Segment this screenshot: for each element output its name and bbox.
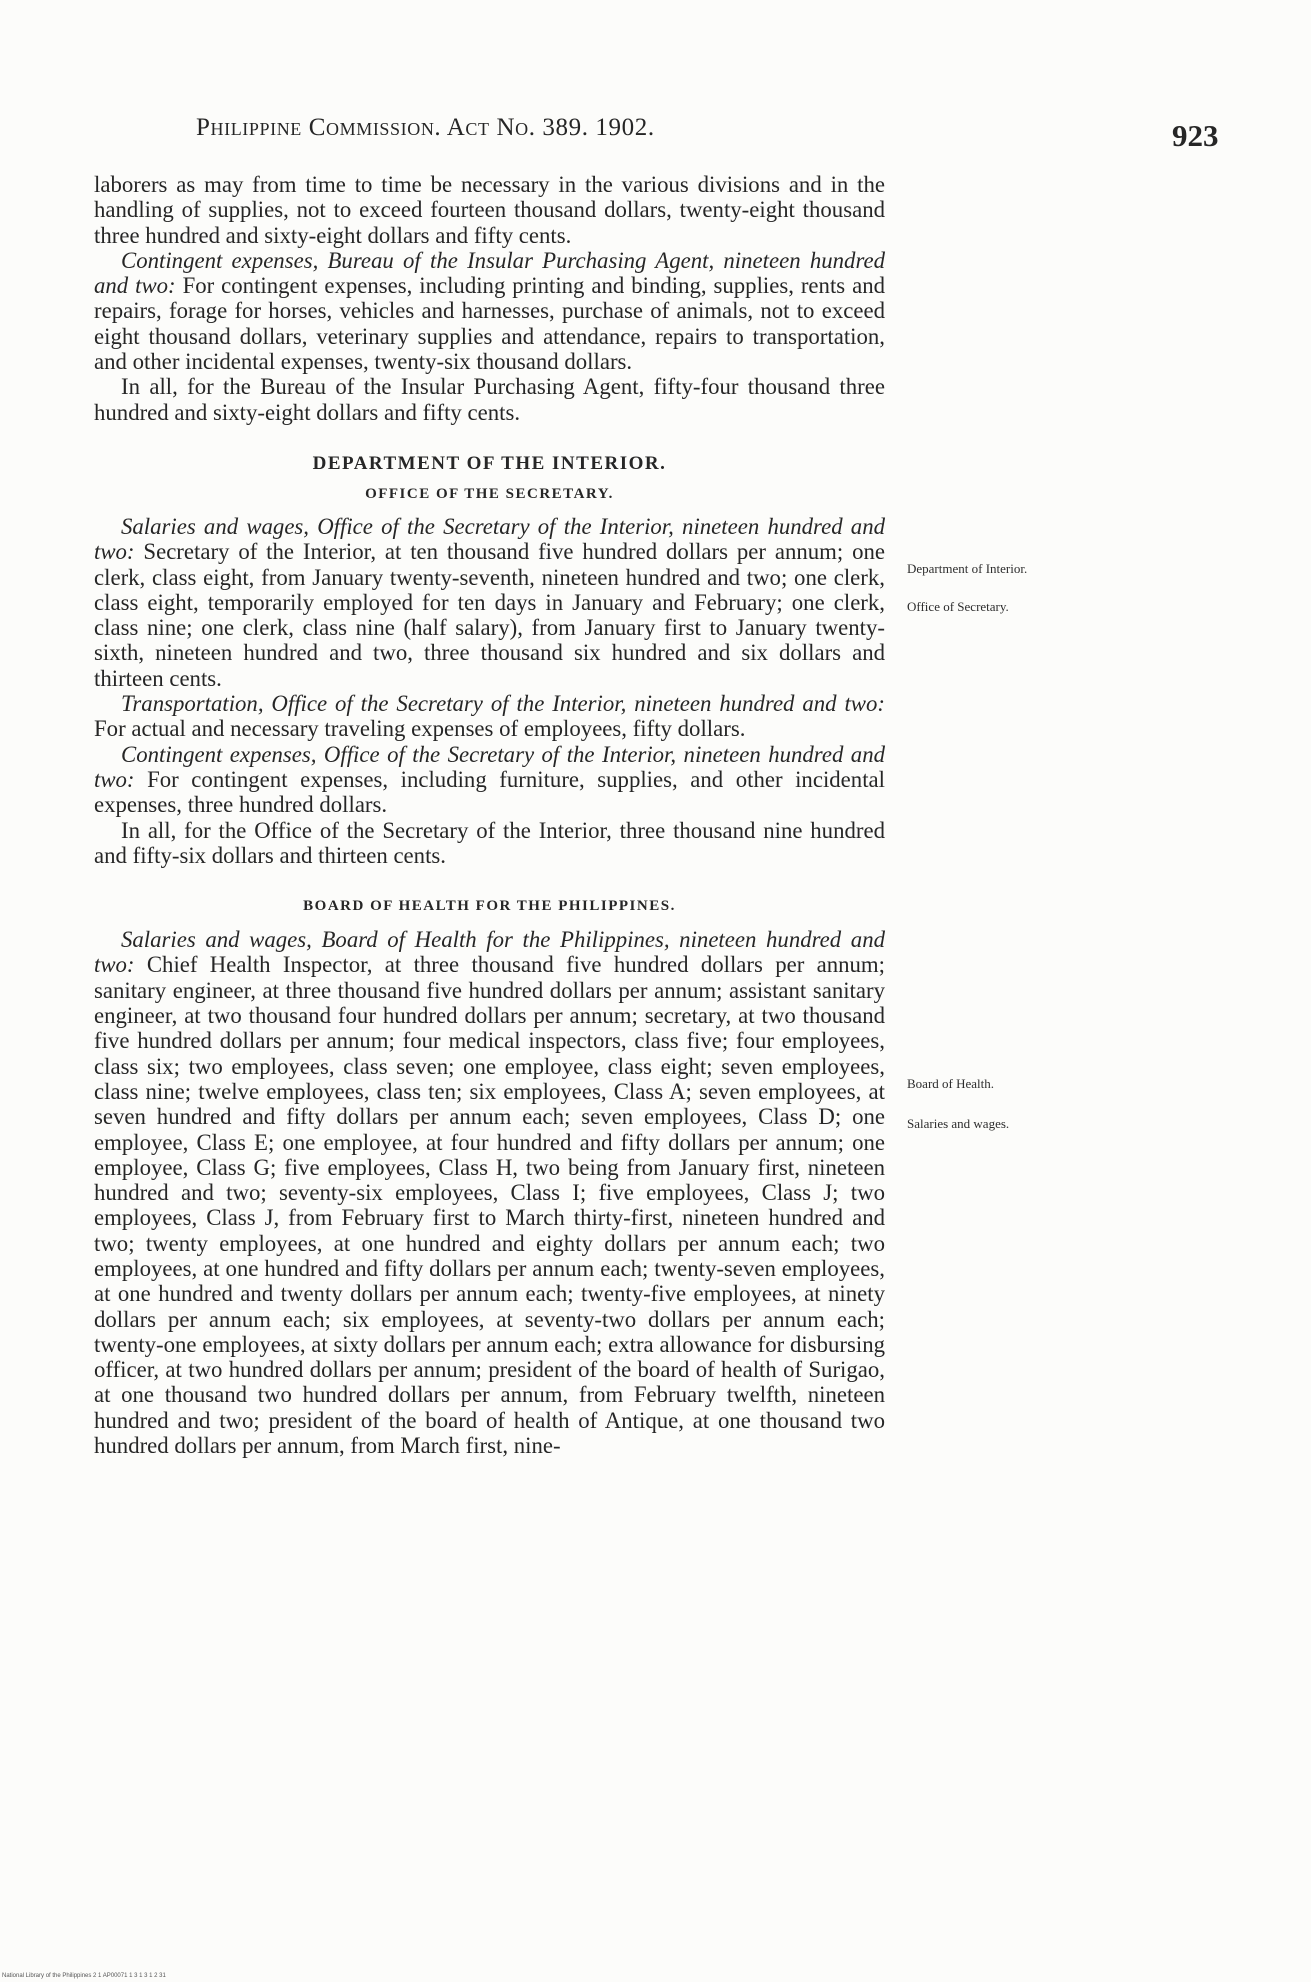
side-note-department: Department of Interior.: [907, 561, 1028, 576]
heading-department-interior: DEPARTMENT OF THE INTERIOR.: [312, 452, 667, 474]
paragraph-total-secretary: In all, for the Office of the Secretary of the Interior, three thousand nine hundred and fifty-six dollars and thirteen cents.: [94, 817, 885, 868]
paragraph-lead: Salaries and wages, Office of the Secretary of the Interior, nineteen hundred and two:: [94, 513, 885, 565]
paragraph-text: Chief Health Inspector, at three thousand five hundred dollars per annum; sanitary engineer, at three thousand five hundred dollars per annum; assistant sanitary engineer, at two thousand four hundred dollars per annum; secretary, at two thousand five hundred dollars per annum; four medical inspectors, class five; four employees, class six; two employees, class seven; one employee, class eight; seven employees, class nine; twelve employees, class ten; six employees, Class A; seven employees, at seven hundred and fifty dollars per annum each; seven employees, Class D; one employee, Class E; one employee, at four hundred and fifty dollars per annum; one employee, Class G; five employees, Class H, two being from January first, nineteen hundred and two; seventy-six employees, Class I; five employees, Class J; two employees, Class J, from February first to March thirty-first, nineteen hundred and two; twenty employees, at one hundred and eighty dollars per annum each; two employees, at one hundred and fifty dollars per annum each; twenty-seven employees, at one hundred and twenty dollars per annum each; twenty-five employees, at ninety dollars per annum each; six employees, at seventy-two dollars per annum each; twenty-one employees, at sixty dollars per annum each; extra allowance for disbursing officer, at two hundred dollars per annum; president of the board of health of Surigao, at one thousand two hundred dollars per annum, from February twelfth, nineteen hundred and two; president of the board of health of Antique, at one thousand two hundred dollars per annum, from March first, nine-: [94, 952, 885, 1459]
paragraph-salaries-secretary: [94, 514, 885, 691]
paragraph-text: For actual and necessary traveling expenses of employees, fifty dollars.: [94, 716, 746, 742]
body-text: [94, 172, 885, 1458]
paragraph-lead: Contingent expenses, Bureau of the Insular Purchasing Agent, nineteen hundred and two:: [94, 247, 885, 299]
page-number: 923: [1172, 118, 1219, 153]
footer-credit: National Library of the Philippines 2 1 AP00071 1 3 1 3 1 2 31: [2, 1973, 166, 1979]
paragraph-contingent-purchasing: [94, 248, 885, 374]
paragraph-laborers: laborers as may from time to time be necessary in the various divisions and in the handling of supplies, not to exceed fourteen thousand dollars, twenty-eight thousand three hundred and sixty-eight dollars and fifty cents.: [94, 172, 885, 248]
side-note-office: Office of Secretary.: [907, 599, 1009, 614]
paragraph-total-purchasing: In all, for the Bureau of the Insular Purchasing Agent, fifty-four thousand three hundred and sixty-eight dollars and fifty cents.: [94, 374, 885, 425]
paragraph-lead: Contingent expenses, Office of the Secretary of the Interior, nineteen hundred and two:: [94, 741, 885, 792]
paragraph-contingent-secretary: [94, 742, 885, 818]
heading-board-of-health: BOARD OF HEALTH FOR THE PHILIPPINES.: [303, 898, 676, 915]
paragraph-lead: Salaries and wages, Board of Health for the Philippines, nineteen hundred and two:: [94, 927, 885, 978]
paragraph-text: For contingent expenses, including printing and binding, supplies, rents and repairs, forage for horses, vehicles and harnesses, purchase of animals, not to exceed eight thousand dollars, veterinary supplies and attendance, repairs to transportation, and other incidental expenses, twenty-six thousand dollars.: [94, 273, 885, 375]
side-note-salaries: Salaries and wages.: [907, 1116, 1010, 1131]
paragraph-salaries-board: [94, 927, 885, 1458]
paragraph-text: Secretary of the Interior, at ten thousand five hundred dollars per annum; one clerk, class eight, from January twenty-seventh, nineteen hundred and two; one clerk, class eight, temporarily employed for ten days in January and February; one clerk, class nine; one clerk, class nine (half salary), from January first to January twenty-sixth, nineteen hundred and two, three thousand six hundred and six dollars and thirteen cents.: [94, 539, 885, 691]
running-title: Philippine Commission. Act No. 389. 1902.: [196, 114, 655, 141]
paragraph-transportation: [94, 691, 885, 742]
side-note-board: Board of Health.: [907, 1076, 995, 1091]
heading-office-secretary: OFFICE OF THE SECRETARY.: [365, 485, 614, 502]
paragraph-text: For contingent expenses, including furniture, supplies, and other incidental expenses, three hundred dollars.: [94, 766, 885, 818]
paragraph-lead: Transportation, Office of the Secretary of the Interior, nineteen hundred and two:: [121, 691, 885, 717]
